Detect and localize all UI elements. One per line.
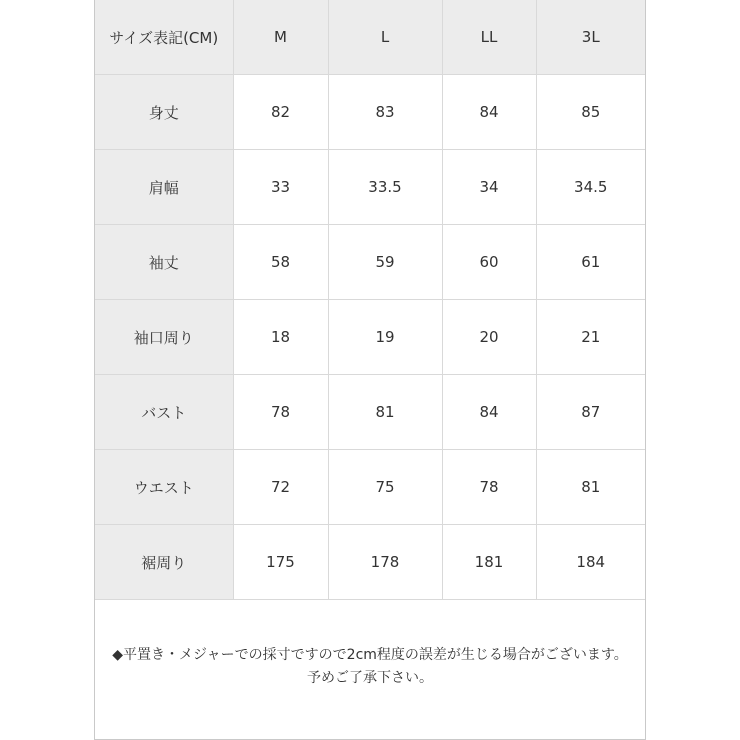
table-cell: 20 bbox=[442, 300, 536, 375]
table-row bbox=[95, 450, 645, 525]
header-cell-ll: LL bbox=[442, 0, 536, 75]
table-row bbox=[95, 375, 645, 450]
table-cell: 87 bbox=[536, 375, 645, 450]
row-label: 裾周り bbox=[95, 525, 233, 600]
table-cell: 72 bbox=[233, 450, 328, 525]
row-label: 袖丈 bbox=[95, 225, 233, 300]
header-cell-3l: 3L bbox=[536, 0, 645, 75]
header-cell-m: M bbox=[233, 0, 328, 75]
table-cell: 78 bbox=[442, 450, 536, 525]
table-cell: 81 bbox=[536, 450, 645, 525]
table-row bbox=[95, 225, 645, 300]
table-cell: 84 bbox=[442, 375, 536, 450]
header-cell-size-label: サイズ表記(CM) bbox=[95, 0, 233, 75]
header-cell-l: L bbox=[328, 0, 442, 75]
note-line-2: 予めご了承下さい。 bbox=[307, 670, 433, 686]
table-cell: 19 bbox=[328, 300, 442, 375]
size-chart-frame bbox=[94, 0, 646, 740]
table-cell: 85 bbox=[536, 75, 645, 150]
table-cell: 33 bbox=[233, 150, 328, 225]
row-label: バスト bbox=[95, 375, 233, 450]
table-cell: 34.5 bbox=[536, 150, 645, 225]
measurement-note bbox=[95, 644, 645, 690]
row-label: 身丈 bbox=[95, 75, 233, 150]
table-cell: 181 bbox=[442, 525, 536, 600]
table-cell: 59 bbox=[328, 225, 442, 300]
table-cell: 18 bbox=[233, 300, 328, 375]
table-cell: 175 bbox=[233, 525, 328, 600]
table-row bbox=[95, 75, 645, 150]
table-row bbox=[95, 300, 645, 375]
table-cell: 61 bbox=[536, 225, 645, 300]
table-cell: 82 bbox=[233, 75, 328, 150]
table-header-row bbox=[95, 0, 645, 75]
row-label: 袖口周り bbox=[95, 300, 233, 375]
table-cell: 84 bbox=[442, 75, 536, 150]
table-cell: 78 bbox=[233, 375, 328, 450]
table-cell: 58 bbox=[233, 225, 328, 300]
table-cell: 21 bbox=[536, 300, 645, 375]
table-cell: 178 bbox=[328, 525, 442, 600]
table-cell: 33.5 bbox=[328, 150, 442, 225]
table-cell: 83 bbox=[328, 75, 442, 150]
table-cell: 34 bbox=[442, 150, 536, 225]
note-line-1: ◆平置き・メジャーでの採寸ですので2cm程度の誤差が生じる場合がございます。 bbox=[112, 647, 628, 663]
row-label: 肩幅 bbox=[95, 150, 233, 225]
table-cell: 60 bbox=[442, 225, 536, 300]
row-label: ウエスト bbox=[95, 450, 233, 525]
table-row bbox=[95, 150, 645, 225]
table-cell: 75 bbox=[328, 450, 442, 525]
table-cell: 184 bbox=[536, 525, 645, 600]
table-cell: 81 bbox=[328, 375, 442, 450]
table-row bbox=[95, 525, 645, 600]
size-table bbox=[95, 0, 645, 600]
